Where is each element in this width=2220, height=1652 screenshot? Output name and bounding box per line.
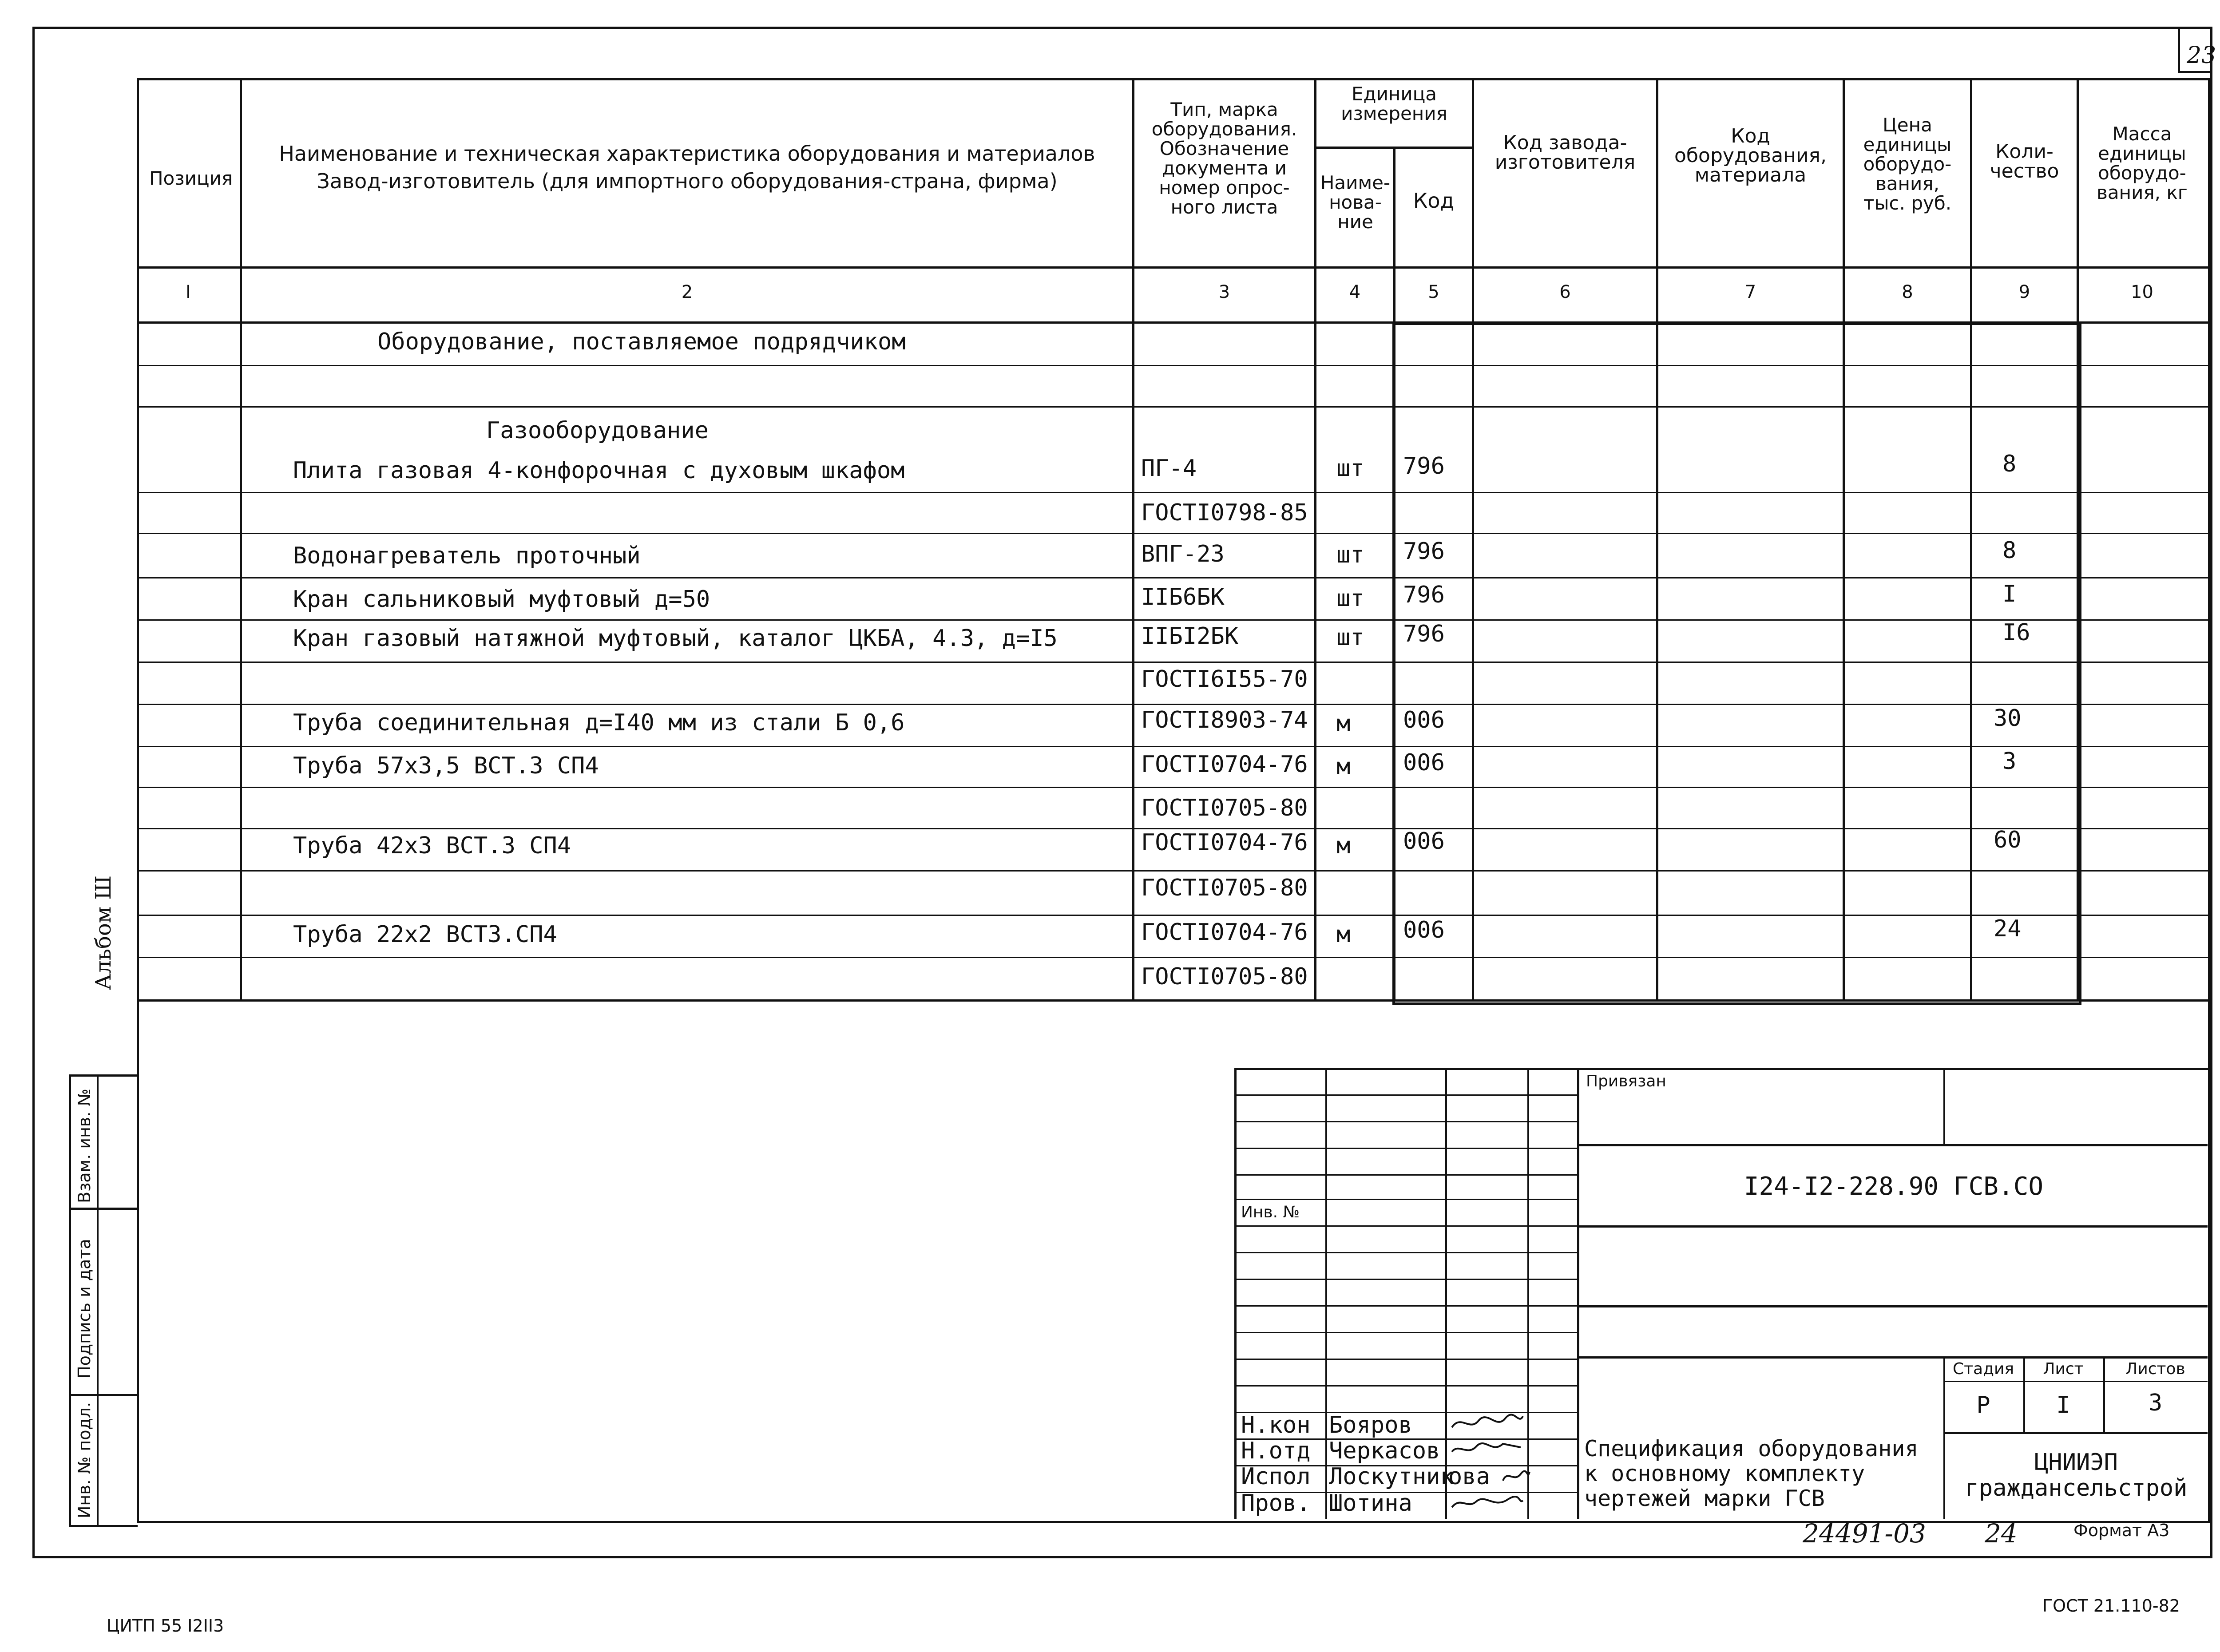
row-qty: 3 <box>2002 748 2017 775</box>
row-unit: шт <box>1336 624 1364 651</box>
stamp-sheet: I <box>2056 1392 2070 1418</box>
row-code: 796 <box>1403 453 1445 479</box>
row-name: Кран сальниковый муфтовый д=50 <box>293 586 710 613</box>
stamp-privyazan: Привязан <box>1586 1072 1666 1090</box>
row-unit: м <box>1336 921 1351 948</box>
header-equipment-code: Код оборудования, материала <box>1674 125 1827 186</box>
stamp-name-1: Бояров <box>1329 1412 1412 1438</box>
row-type: ГОСТI0705-80 <box>1141 963 1308 990</box>
header-factory-code: Код завода- изготовителя <box>1495 131 1636 174</box>
row-qty: 24 <box>1994 915 2022 942</box>
row-name: Труба 57х3,5 ВСТ.3 СП4 <box>293 753 599 779</box>
side-label-vzam: Взам. инв. № <box>75 1088 94 1203</box>
stamp-sheets-label: Листов <box>2125 1360 2185 1378</box>
signature-3 <box>1501 1467 1532 1485</box>
row-qty: 60 <box>1994 827 2022 853</box>
section-title-gas: Газооборудование <box>486 417 709 444</box>
col-num-1: I <box>186 282 191 302</box>
col-num-2: 2 <box>681 282 693 302</box>
stamp-role-2: Н.отд <box>1241 1438 1311 1464</box>
stamp-designation: I24-I2-228.90 ГСВ.СО <box>1744 1172 2044 1201</box>
row-code: 796 <box>1403 582 1445 608</box>
row-type: ГОСТI0705-80 <box>1141 795 1308 821</box>
header-unit-code: Код <box>1413 189 1455 213</box>
header-name: Наименование и техническая характеристика оборудования и материалов Завод-изготовитель (для импортного оборудования-страна, фирма) <box>279 142 1095 193</box>
stamp-inv-no: Инв. № <box>1241 1203 1300 1221</box>
col-num-3: 3 <box>1218 282 1230 302</box>
col-num-5: 5 <box>1428 282 1439 302</box>
row-name: Труба 22х2 ВСТЗ.СП4 <box>293 921 557 948</box>
row-qty: I6 <box>2002 619 2030 646</box>
row-type: ГОСТI8903-74 <box>1141 707 1308 733</box>
header-quantity: Коли- чество <box>1990 140 2059 182</box>
stamp-role-1: Н.кон <box>1241 1412 1311 1438</box>
stamp-top <box>1234 1068 2208 1070</box>
col-num-10: 10 <box>2131 282 2153 302</box>
stamp-stage: Р <box>1976 1392 1990 1418</box>
row-type: ГОСТI0704-76 <box>1141 919 1308 946</box>
side-label-podpis: Подпись и дата <box>75 1239 94 1379</box>
col-num-6: 6 <box>1559 282 1571 302</box>
row-code: 796 <box>1403 621 1445 647</box>
row-code: 006 <box>1403 707 1445 733</box>
stamp-stage-label: Стадия <box>1952 1360 2014 1378</box>
stamp-name-3: Лоскутник <box>1329 1463 1454 1490</box>
row-unit: м <box>1336 710 1351 737</box>
row-type: IIБ6БК <box>1141 584 1225 610</box>
page-number: 23 <box>2187 42 2216 69</box>
row-type: ГОСТI0704-76 <box>1141 829 1308 856</box>
row-qty: 8 <box>2002 451 2017 477</box>
header-type: Тип, марка оборудования. Обозначение документа и номер опрос- ного листа <box>1151 99 1297 218</box>
row-name: Кран газовый натяжной муфтовый, каталог ЦКБА, 4.3, д=I5 <box>293 625 1058 652</box>
stamp-role-4: Пров. <box>1241 1490 1311 1517</box>
row-type: ПГ-4 <box>1141 455 1197 482</box>
signature-1 <box>1450 1412 1525 1434</box>
footer-right: ГОСТ 21.110-82 <box>2042 1596 2180 1616</box>
row-qty: 8 <box>2002 537 2017 564</box>
row-qty: I <box>2002 581 2017 607</box>
col-num-9: 9 <box>2018 282 2030 302</box>
side-label-inv: Инв. № подл. <box>75 1402 94 1518</box>
row-type: ГОСТI6I55-70 <box>1141 666 1308 693</box>
row-unit: м <box>1336 753 1351 780</box>
handwritten-number: 24491-03 <box>1803 1518 1926 1549</box>
row-type: IIБI2БК <box>1141 623 1239 650</box>
signature-2 <box>1450 1438 1525 1461</box>
row-type: ГОСТI0705-80 <box>1141 875 1308 901</box>
header-unit-price: Цена единицы оборудо- вания, тыс. руб. <box>1863 114 1952 214</box>
signature-4 <box>1450 1492 1525 1514</box>
stamp-name-4: Шотина <box>1329 1490 1412 1517</box>
row-type: ГОСТI0704-76 <box>1141 751 1308 778</box>
row-unit: шт <box>1336 585 1364 612</box>
header-unit-mass: Масса единицы оборудо- вания, кг <box>2097 123 2188 203</box>
handwritten-page: 24 <box>1985 1518 2018 1549</box>
row-qty: 30 <box>1994 705 2022 732</box>
stamp-sheets: 3 <box>2148 1390 2163 1416</box>
header-position: Позиция <box>149 167 233 189</box>
col-num-4: 4 <box>1349 282 1361 302</box>
header-unit-name: Наиме- нова- ние <box>1320 172 1391 233</box>
stamp-name-3-suffix: ова <box>1448 1463 1490 1490</box>
row-unit: м <box>1336 832 1351 859</box>
row-code: 006 <box>1403 749 1445 776</box>
album-label: Альбом Ш <box>91 875 116 990</box>
row-name: Труба соединительная д=I40 мм из стали Б 0,6 <box>293 709 905 736</box>
footer-left: ЦИТП 55 I2II3 <box>107 1616 224 1636</box>
row-name: Плита газовая 4-конфорочная с духовым шкафом <box>293 457 905 484</box>
stamp-organization: ЦНИИЭП граждансельстрой <box>1965 1449 2188 1501</box>
row-unit: шт <box>1336 455 1364 482</box>
section-title-supplied: Оборудование, поставляемое подрядчиком <box>377 329 906 355</box>
row-code: 796 <box>1403 538 1445 565</box>
row-name: Труба 42х3 ВСТ.3 СП4 <box>293 832 571 859</box>
row-type: ВПГ-23 <box>1141 541 1225 567</box>
col-num-7: 7 <box>1744 282 1756 302</box>
stamp-role-3: Испол <box>1241 1463 1311 1490</box>
stamp-name-2: Черкасов <box>1329 1438 1440 1464</box>
header-unit-group: Единица измерения <box>1341 83 1447 124</box>
row-type: ГОСТI0798-85 <box>1141 499 1308 526</box>
row-code: 006 <box>1403 828 1445 855</box>
row-name: Водонагреватель проточный <box>293 543 641 569</box>
col-num-8: 8 <box>1902 282 1913 302</box>
format-label: Формат А3 <box>2073 1521 2170 1540</box>
row-unit: шт <box>1336 542 1364 568</box>
row-code: 006 <box>1403 917 1445 943</box>
stamp-title: Спецификация оборудования к основному комплекту чертежей марки ГСВ <box>1584 1436 1919 1511</box>
stamp-sheet-label: Лист <box>2043 1360 2084 1378</box>
